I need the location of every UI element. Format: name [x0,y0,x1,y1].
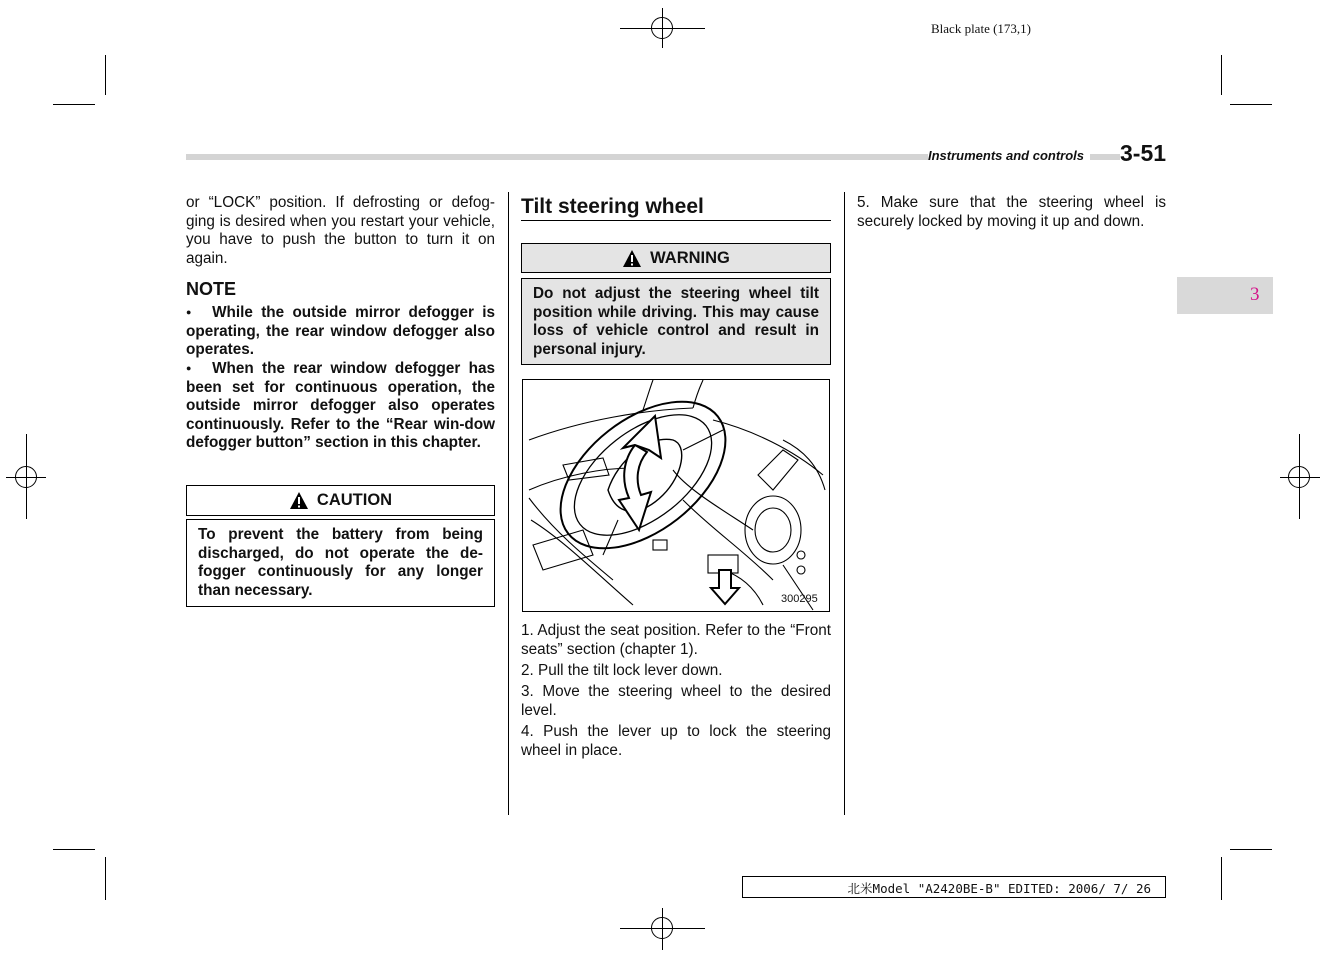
note-item: ● When the rear window defogger has been set for continuous operation, the outside mirror defogger also operates continuously. Refer to the “Rear win-dow defogger button” section in this chapter. [186,360,496,451]
note-heading: NOTE [186,279,237,299]
footer-edit-info: 北米Model "A2420BE-B" EDITED: 2006/ 7/ 26 [742,876,1166,898]
note-item: ● While the outside mirror defogger is operating, the rear window defogger also operates. [186,304,496,358]
warning-header [521,243,831,273]
plate-label: Black plate (173,1) [931,21,1031,36]
section-title: Instruments and controls [928,148,1090,163]
caution-label: CAUTION [316,491,393,509]
column-divider [508,192,509,815]
step-item: 5. Make sure that the steering wheel is securely locked by moving it up and down. [857,194,1166,230]
step-item: 4. Push the lever up to lock the steering wheel in place. [521,723,831,759]
steering-wheel-drawing [523,380,829,611]
warning-label: WARNING [650,248,730,267]
caution-header [186,485,495,516]
step-item: 1. Adjust the seat position. Refer to the “Front seats” section (chapter 1). [521,622,831,658]
warning-text: Do not adjust the steering wheel tilt position while driving. This may cause loss of vehicle control and result in personal injury. [521,278,831,365]
page-title: Tilt steering wheel [521,195,704,218]
warning-triangle-icon [622,249,642,268]
figure-code: 300295 [781,593,818,605]
step-item: 3. Move the steering wheel to the desired level. [521,683,831,719]
warning-triangle-icon [289,491,309,510]
step-item: 2. Pull the tilt lock lever down. [521,662,723,679]
chapter-number: 3 [1250,284,1260,305]
title-rule [521,220,831,221]
page-number: 3-51 [1120,140,1167,166]
caution-text: To prevent the battery from being discharged, do not operate the de-fogger continuously for any longer than necessary. [186,519,495,607]
column-divider [844,192,845,815]
steering-wheel-illustration [522,379,830,612]
intro-paragraph: or “LOCK” position. If defrosting or defog-ging is desired when you restart your vehicle, you have to push the button to turn it on again. [186,194,495,267]
